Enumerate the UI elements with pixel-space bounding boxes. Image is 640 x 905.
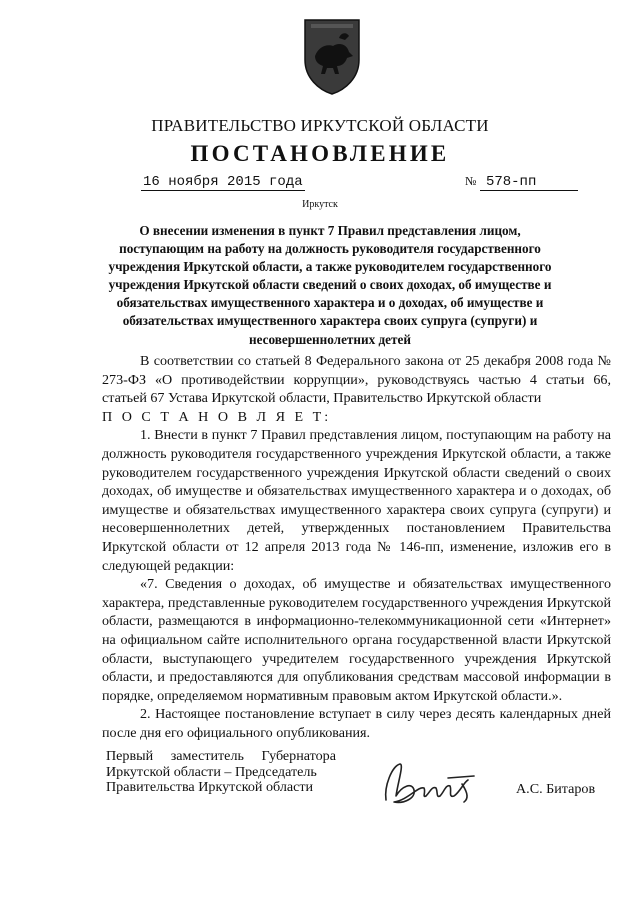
number-value: 578-пп: [480, 174, 578, 191]
item-1-paragraph: 1. Внести в пункт 7 Правил представления лицом, поступающим на работу на должность руководителя государственного учреждения Иркутской области, а также руководителем государственного учреждения Иркутской области сведений о своих доходах, об имуществе и обязательствах имущественного характера и о доходах, об имуществе и обязательствах имущественного характера своих супруга (супруги) и несовершеннолетних детей, утвержденных постановлением Правительства Иркутской области от 12 апреля 2013 года № 146-пп, изменение, изложив его в следующей редакции:: [102, 427, 611, 574]
preamble-paragraph: В соответствии со статьей 8 Федерального закона от 25 декабря 2008 года № 273-ФЗ «О противодействии коррупции», руководствуясь частью 4 статьи 66, статьей 67 Устава Иркутской области, Правительство Иркутской области: [102, 353, 611, 407]
document-number: [465, 174, 578, 191]
city-name: Иркутск: [302, 199, 338, 210]
document-title: О внесении изменения в пункт 7 Правил представления лицом, поступающим на работу на должность руководителя государственного учреждения Иркутской области, а также руководителем государственного учреждения Иркутской области сведений о своих доходах, об имуществе и обязательствах имущественного характера и о доходах, об имуществе и обязательствах имущественного характера своих супруга (супруги) и несовершеннолетних детей: [108, 223, 552, 347]
position-word-3: Губернатора: [261, 748, 336, 764]
number-label: №: [465, 174, 477, 188]
position-word-1: Первый: [106, 748, 154, 764]
document-body: [102, 352, 611, 742]
government-name: ПРАВИТЕЛЬСТВО ИРКУТСКОЙ ОБЛАСТИ: [151, 116, 489, 135]
resolves-heading: П О С Т А Н О В Л Я Е Т:: [102, 408, 332, 425]
position-line-2: Иркутской области – Председатель: [106, 763, 317, 780]
date-value: 16 ноября 2015 года: [143, 174, 303, 190]
coat-of-arms-icon: [301, 16, 363, 96]
position-line-3: Правительства Иркутской области: [106, 779, 314, 795]
handwritten-signature: [378, 756, 488, 812]
quoted-rule-paragraph: «7. Сведения о доходах, об имуществе и обязательствах имущественного характера, представленные руководителем государственного учреждения Иркутской области, размещаются в информационно-телекоммуникационной сети «Интернет» на официальном сайте исполнительного органа государственной власти Иркутской области, выступающего учредителем государственного учреждения Иркутской области, и предоставляются для опубликования средствам массовой информации в порядке, определяемом нормативным правовым актом Иркутской области.».: [102, 576, 611, 704]
item-2-paragraph: 2. Настоящее постановление вступает в силу через десять календарных дней после дня его официального опубликования.: [102, 706, 611, 741]
document-date: [141, 174, 305, 190]
document-type: ПОСТАНОВЛЕНИЕ: [190, 141, 450, 166]
signatory-name: А.С. Битаров: [516, 781, 596, 797]
position-line-1: [106, 749, 336, 765]
signatory-position: [106, 749, 336, 796]
position-word-2: заместитель: [170, 748, 244, 764]
